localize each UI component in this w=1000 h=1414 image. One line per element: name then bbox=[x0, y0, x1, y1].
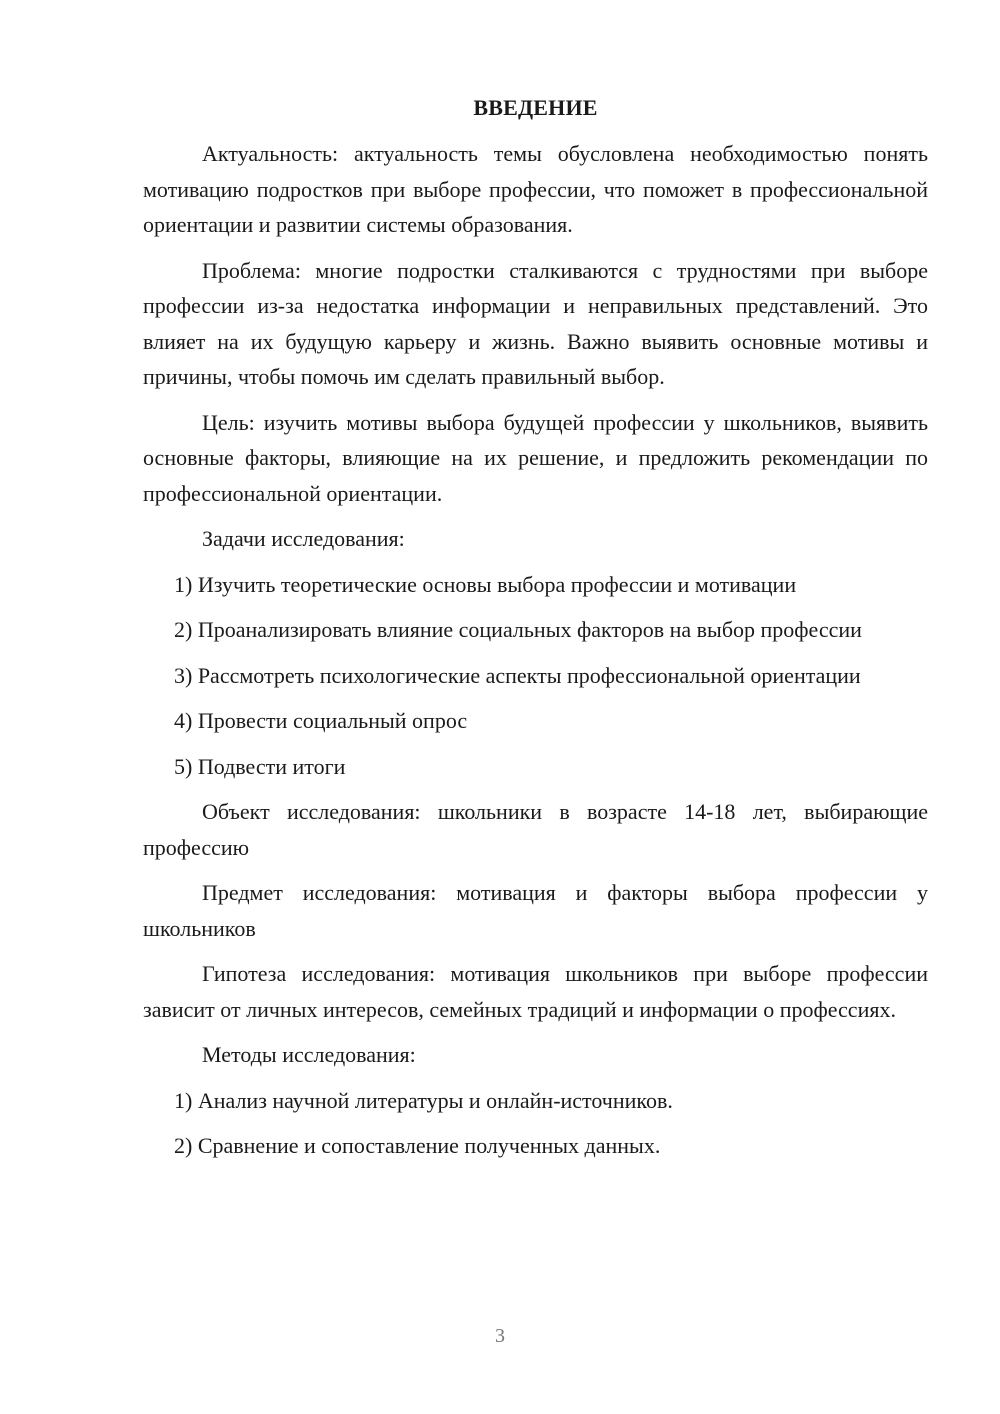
task-item: 4) Провести социальный опрос bbox=[174, 708, 468, 733]
tasks-heading: Задачи исследования: bbox=[202, 526, 405, 551]
method-item: 1) Анализ научной литературы и онлайн-источников. bbox=[174, 1087, 673, 1113]
problem-paragraph: Проблема: многие подростки сталкиваются с трудностями при выборе профессии из-за недостатка информации и неправильных представлений. Это влияет на их будущую карьеру и жизнь. Важно выявить основные мотивы и причины, чтобы помочь им сделать правильный выбор. bbox=[143, 257, 928, 389]
methods-heading: Методы исследования: bbox=[202, 1042, 416, 1067]
task-item: 5) Подвести итоги bbox=[174, 753, 346, 779]
task-item: 3) Рассмотреть психологические аспекты профессиональной ориентации bbox=[174, 662, 861, 688]
subject-paragraph: Предмет исследования: мотивация и факторы выбора профессии у школьников bbox=[143, 880, 928, 941]
goal-paragraph: Цель: изучить мотивы выбора будущей профессии у школьников, выявить основные факторы, влияющие на их решение, и предложить рекомендации по профессиональной ориентации. bbox=[143, 409, 928, 506]
relevance-paragraph: Актуальность: актуальность темы обусловлена необходимостью понять мотивацию подростков при выборе профессии, что поможет в профессиональной ориентации и развитии системы образования. bbox=[143, 141, 928, 237]
task-item: 2) Проанализировать влияние социальных факторов на выбор профессии bbox=[174, 617, 862, 642]
section-title: ВВЕДЕНИЕ bbox=[473, 95, 598, 120]
hypothesis-paragraph: Гипотеза исследования: мотивация школьников при выборе профессии зависит от личных интересов, семейных традиций и информации о профессиях. bbox=[143, 961, 928, 1022]
object-paragraph: Объект исследования: школьники в возрасте 14-18 лет, выбирающие профессию bbox=[143, 799, 928, 860]
page-number: 3 bbox=[495, 1325, 505, 1347]
task-item: 1) Изучить теоретические основы выбора профессии и мотивации bbox=[174, 571, 797, 597]
document-page bbox=[143, 90, 928, 1174]
method-item: 2) Сравнение и сопоставление полученных данных. bbox=[174, 1133, 661, 1158]
